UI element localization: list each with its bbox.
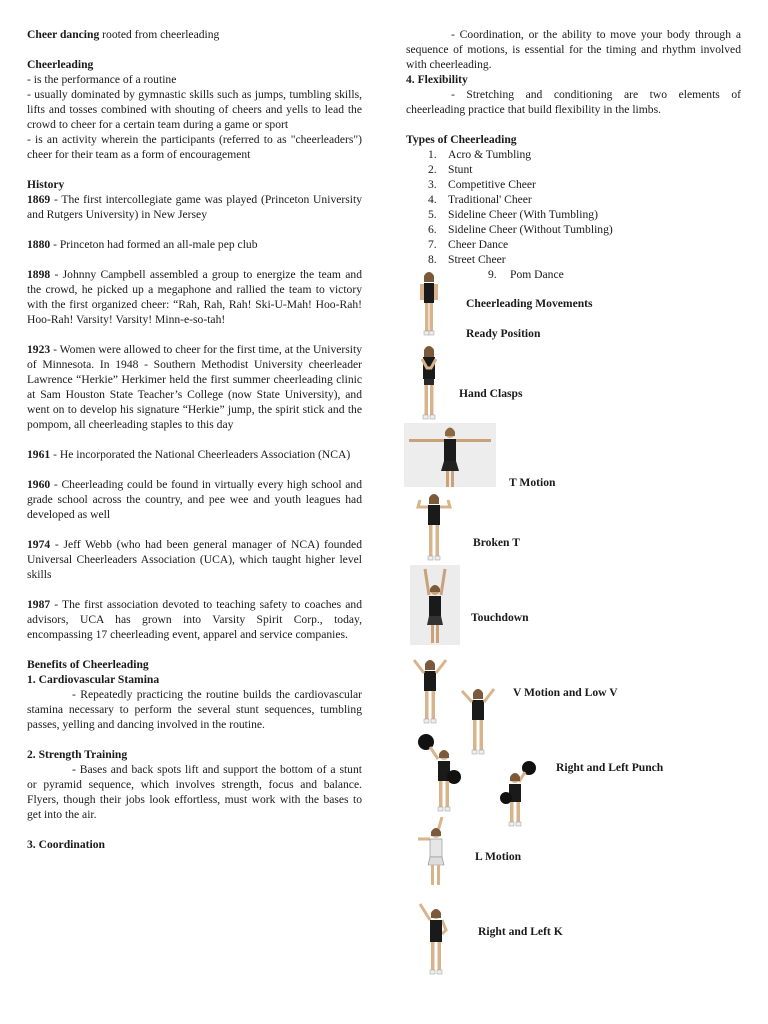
list-item: 3. Competitive Cheer (428, 178, 536, 191)
benefit-title: 3. Coordination (27, 838, 105, 851)
list-item: 5. Sideline Cheer (With Tumbling) (428, 208, 598, 221)
t-motion-label: T Motion (509, 476, 556, 489)
k-motion-figure (416, 900, 456, 978)
list-item: 2. Stunt (428, 163, 473, 176)
touchdown-label: Touchdown (471, 611, 529, 624)
movements-heading: Cheerleading Movements (466, 297, 593, 310)
l-motion-label: L Motion (475, 850, 522, 863)
left-column (27, 27, 362, 852)
intro-rest: rooted from cheerleading (99, 28, 220, 41)
history-entry: 1869 - The first intercollegiate game was played (Princeton University and Rutgers University) in New Jersey (27, 193, 362, 221)
ready-position-figure (414, 270, 444, 338)
ready-position-label: Ready Position (466, 327, 541, 340)
history-entry: 1961 - He incorporated the National Cheerleaders Association (NCA) (27, 448, 351, 461)
benefit-title: 1. Cardiovascular Stamina (27, 673, 160, 686)
history-entry: 1880 - Princeton had formed an all-male pep club (27, 238, 258, 251)
benefit-text: - Bases and back spots lift and support the bottom of a stunt or pyramid sequence, which involves strength, focus and balance. Flyers, though their jobs look effortless, must work with the bases to get into the air. (27, 763, 362, 821)
history-entry: 1923 - Women were allowed to cheer for the first time, at the University of Minnesota. In 1948 - Southern Methodist University cheerleader Lawrence “Herkie” Herkimer held the first summer cheerleading clinic at Sam Houston State Teacher’s College (now State University), and went on to develop his signature “Herkie” jump, the spirit stick and the pompom, all cheerleading staples to this day (27, 343, 362, 431)
benefit-text: - Stretching and conditioning are two elements of cheerleading practice that build flexibility in the limbs. (406, 88, 741, 116)
types-heading: Types of Cheerleading (406, 133, 517, 146)
list-item: 4. Traditional' Cheer (428, 193, 532, 206)
v-motion-figure (410, 656, 450, 726)
history-heading: History (27, 178, 65, 191)
punch-figure-right (497, 760, 537, 828)
cheerleading-heading: Cheerleading (27, 58, 94, 71)
benefit-title: 4. Flexibility (406, 73, 468, 86)
history-entry: 1960 - Cheerleading could be found in virtually every high school and grade school across the country, and pee wee and youth leagues had developed as well (27, 478, 362, 521)
cheerleading-line: - usually dominated by gymnastic skills such as jumps, tumbling skills, lifts and tosses combined with shouting of cheers and yells to lead the crowd to cheer for a certain team during a game or sport (27, 88, 362, 131)
broken-t-figure (412, 492, 456, 562)
touchdown-photo (410, 565, 460, 645)
low-v-figure (458, 685, 498, 757)
intro-bold: Cheer dancing (27, 28, 100, 41)
cheerleading-line: - is an activity wherein the participants (referred to as "cheerleaders") cheer for their team as a form of encouragement (27, 133, 362, 161)
intro-line (27, 27, 362, 42)
list-item: 8. Street Cheer (428, 253, 506, 266)
k-motion-label: Right and Left K (478, 925, 563, 938)
punch-label: Right and Left Punch (556, 761, 664, 774)
list-item: 6. Sideline Cheer (Without Tumbling) (428, 223, 613, 236)
history-entry: 1898 - Johnny Campbell assembled a group to energize the team and the crowd, he picked up a megaphone and rallied the team to victory with the first organized cheer: “Rah, Rah, Rah! Ski-U-Mah! Hoo-Rah! Hoo-Rah! Varsity! Varsity! Minn-e-so-tah! (27, 268, 362, 326)
punch-figure-left (416, 733, 462, 813)
list-item: 9. Pom Dance (488, 268, 564, 281)
right-column (406, 27, 741, 282)
benefit-text: - Coordination, or the ability to move your body through a sequence of motions, is essential for the timing and rhythm involved with cheerleading. (406, 28, 741, 71)
hand-clasps-figure (414, 344, 444, 420)
types-list (406, 147, 741, 282)
list-item: 1. Acro & Tumbling (428, 148, 532, 161)
benefit-title: 2. Strength Training (27, 748, 128, 761)
t-motion-photo (404, 423, 496, 487)
list-item: 7. Cheer Dance (428, 238, 509, 251)
v-motion-label: V Motion and Low V (513, 686, 618, 699)
benefit-text: - Repeatedly practicing the routine builds the cardiovascular stamina necessary to perform the several stunt sequences, tumbling passes, yelling and dancing involved in the routine. (27, 688, 362, 731)
cheerleading-line: - is the performance of a routine (27, 73, 177, 86)
history-entry: 1974 - Jeff Webb (who had been general manager of NCA) founded Universal Cheerleaders Association (UCA), which taught higher level skills (27, 538, 362, 581)
history-entry: 1987 - The first association devoted to teaching safety to coaches and advisors, UCA has grown into Varsity Spirit Corp., today, encompassing 17 cheerleading event, apparel and service companies. (27, 598, 362, 641)
hand-clasps-label: Hand Clasps (459, 387, 523, 400)
broken-t-label: Broken T (473, 536, 520, 549)
l-motion-figure (416, 817, 456, 889)
benefits-heading: Benefits of Cheerleading (27, 658, 149, 671)
